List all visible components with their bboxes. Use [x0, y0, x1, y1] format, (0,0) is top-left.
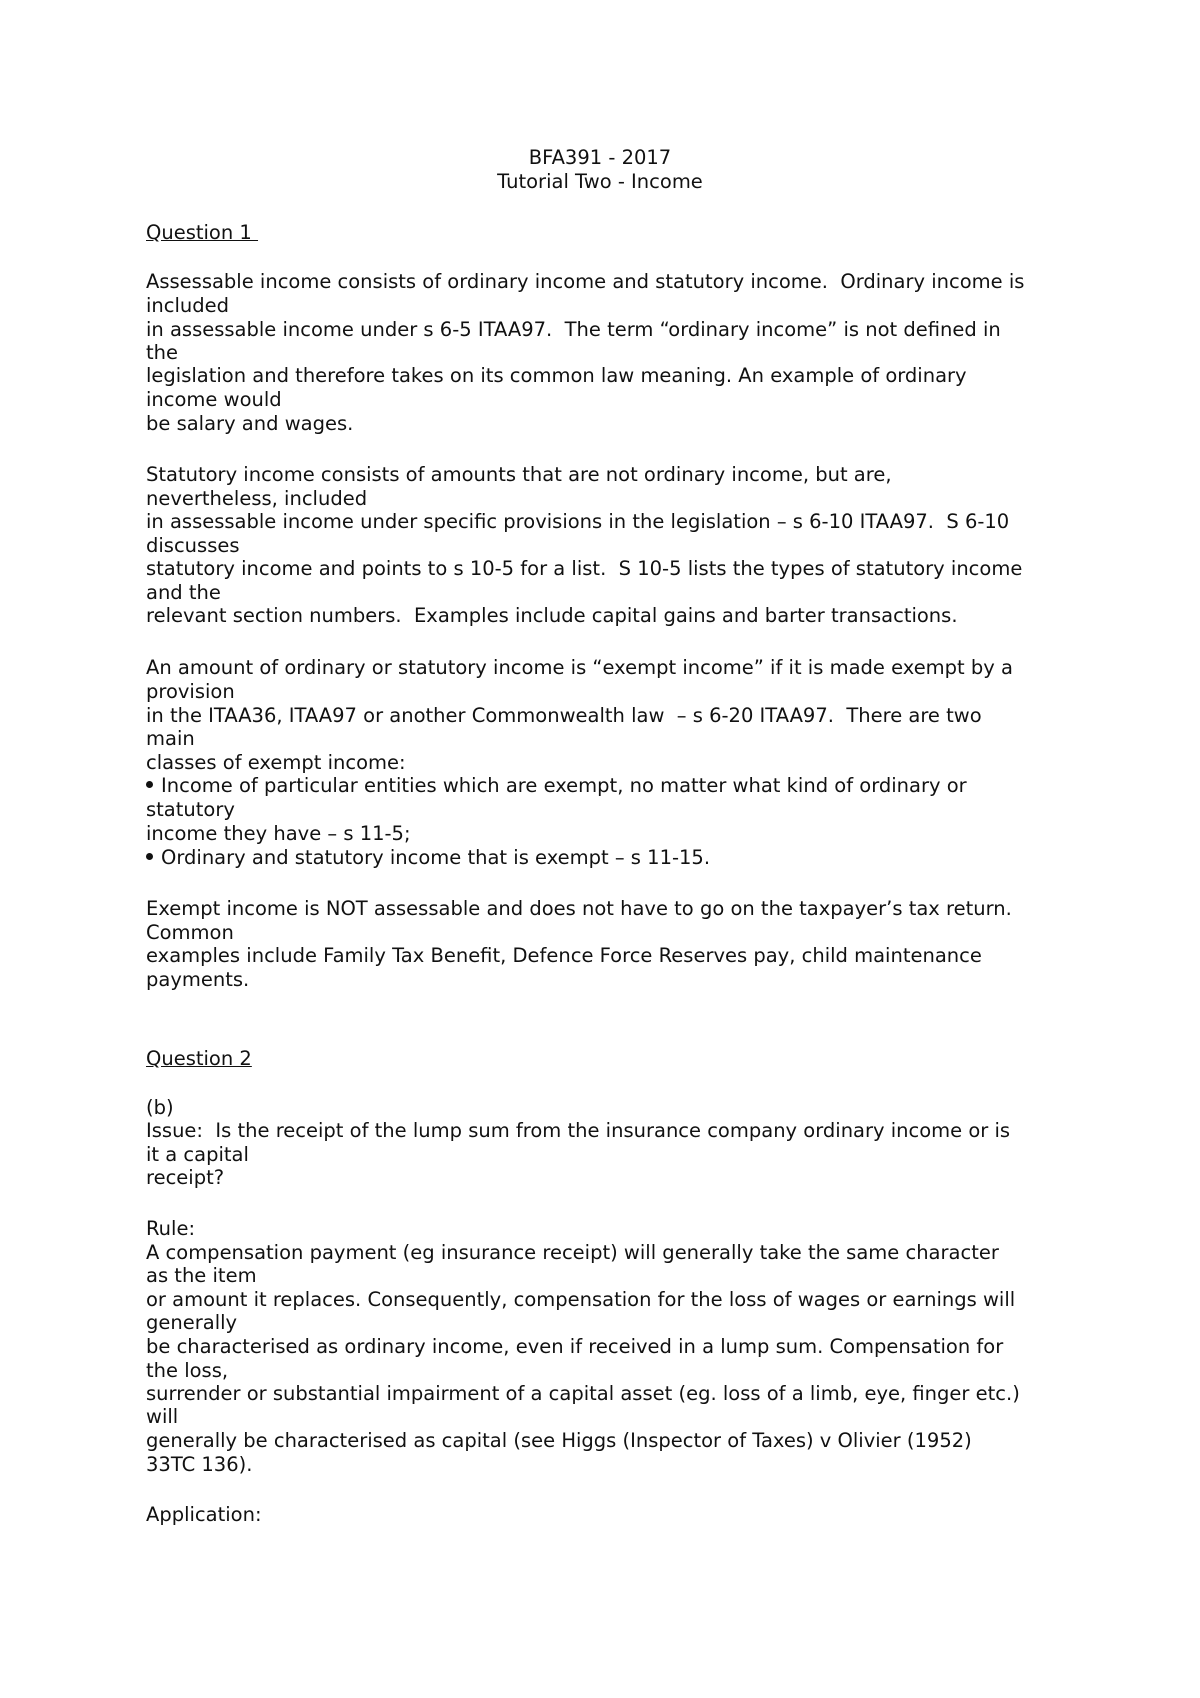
paragraph-line: or amount it replaces. Consequently, compensation for the loss of wages or earnings will: [146, 1288, 1016, 1311]
paragraph-line: A compensation payment (eg insurance receipt) will generally take the same character: [146, 1241, 999, 1264]
paragraph-line: Statutory income consists of amounts that are not ordinary income, but are,: [146, 463, 892, 486]
bullet-continuation: income they have – s 11-5;: [146, 822, 411, 845]
paragraph-line: in assessable income under specific provisions in the legislation – s 6-10 ITAA97. S 6-10: [146, 510, 1010, 533]
bullet-icon: [146, 853, 153, 860]
paragraph-line: legislation and therefore takes on its common law meaning. An example of ordinary: [146, 364, 967, 387]
rule-label: Rule:: [146, 1217, 196, 1240]
application-label: Application:: [146, 1503, 262, 1526]
paragraph-line: nevertheless, included: [146, 487, 368, 510]
paragraph-line: receipt?: [146, 1166, 225, 1189]
paragraph-line: Issue: Is the receipt of the lump sum from the insurance company ordinary income or is: [146, 1119, 1011, 1142]
paragraph-line: in assessable income under s 6-5 ITAA97. The term “ordinary income” is not defined in: [146, 318, 1001, 341]
paragraph-line: income would: [146, 388, 282, 411]
paragraph-line: in the ITAA36, ITAA97 or another Commonwealth law – s 6-20 ITAA97. There are two: [146, 704, 982, 727]
paragraph-line: generally: [146, 1311, 238, 1334]
document-title: BFA391 - 2017: [528, 146, 672, 169]
paragraph-line: the: [146, 341, 179, 364]
paragraph-line: it a capital: [146, 1143, 249, 1166]
paragraph-line: will: [146, 1405, 179, 1428]
document-subtitle: Tutorial Two - Income: [497, 170, 703, 193]
paragraph-line: as the item: [146, 1264, 257, 1287]
paragraph-line: be characterised as ordinary income, even if received in a lump sum. Compensation for: [146, 1335, 1004, 1358]
paragraph-line: classes of exempt income:: [146, 751, 406, 774]
paragraph-line: surrender or substantial impairment of a capital asset (eg. loss of a limb, eye, finger etc.): [146, 1382, 1020, 1405]
paragraph-line: Assessable income consists of ordinary income and statutory income. Ordinary income is: [146, 270, 1025, 293]
bullet-text: Ordinary and statutory income that is exempt – s 11-15.: [161, 846, 711, 869]
paragraph-line: statutory income and points to s 10-5 for a list. S 10-5 lists the types of statutory income: [146, 557, 1023, 580]
paragraph-line: included: [146, 294, 230, 317]
paragraph-line: relevant section numbers. Examples include capital gains and barter transactions.: [146, 604, 958, 627]
paragraph-line: provision: [146, 680, 235, 703]
question-1-heading: Question 1: [146, 221, 259, 244]
part-label: (b): [146, 1096, 174, 1119]
bullet-icon: [146, 781, 153, 788]
paragraph-line: Common: [146, 921, 234, 944]
paragraph-line: 33TC 136).: [146, 1453, 253, 1476]
bullet-text: Income of particular entities which are exempt, no matter what kind of ordinary or: [161, 774, 967, 797]
paragraph-line: main: [146, 727, 195, 750]
paragraph-line: discusses: [146, 534, 240, 557]
paragraph-line: be salary and wages.: [146, 412, 354, 435]
paragraph-line: and the: [146, 581, 221, 604]
paragraph-line: payments.: [146, 968, 250, 991]
bullet-item: [146, 846, 710, 870]
bullet-continuation: statutory: [146, 798, 235, 821]
paragraph-line: Exempt income is NOT assessable and does not have to go on the taxpayer’s tax return.: [146, 897, 1012, 920]
paragraph-line: the loss,: [146, 1359, 229, 1382]
question-2-heading: Question 2: [146, 1047, 252, 1070]
paragraph-line: generally be characterised as capital (see Higgs (Inspector of Taxes) v Olivier (1952): [146, 1429, 972, 1452]
bullet-item: [146, 774, 967, 798]
paragraph-line: An amount of ordinary or statutory income is “exempt income” if it is made exempt by a: [146, 656, 1013, 679]
paragraph-line: examples include Family Tax Benefit, Defence Force Reserves pay, child maintenance: [146, 944, 982, 967]
